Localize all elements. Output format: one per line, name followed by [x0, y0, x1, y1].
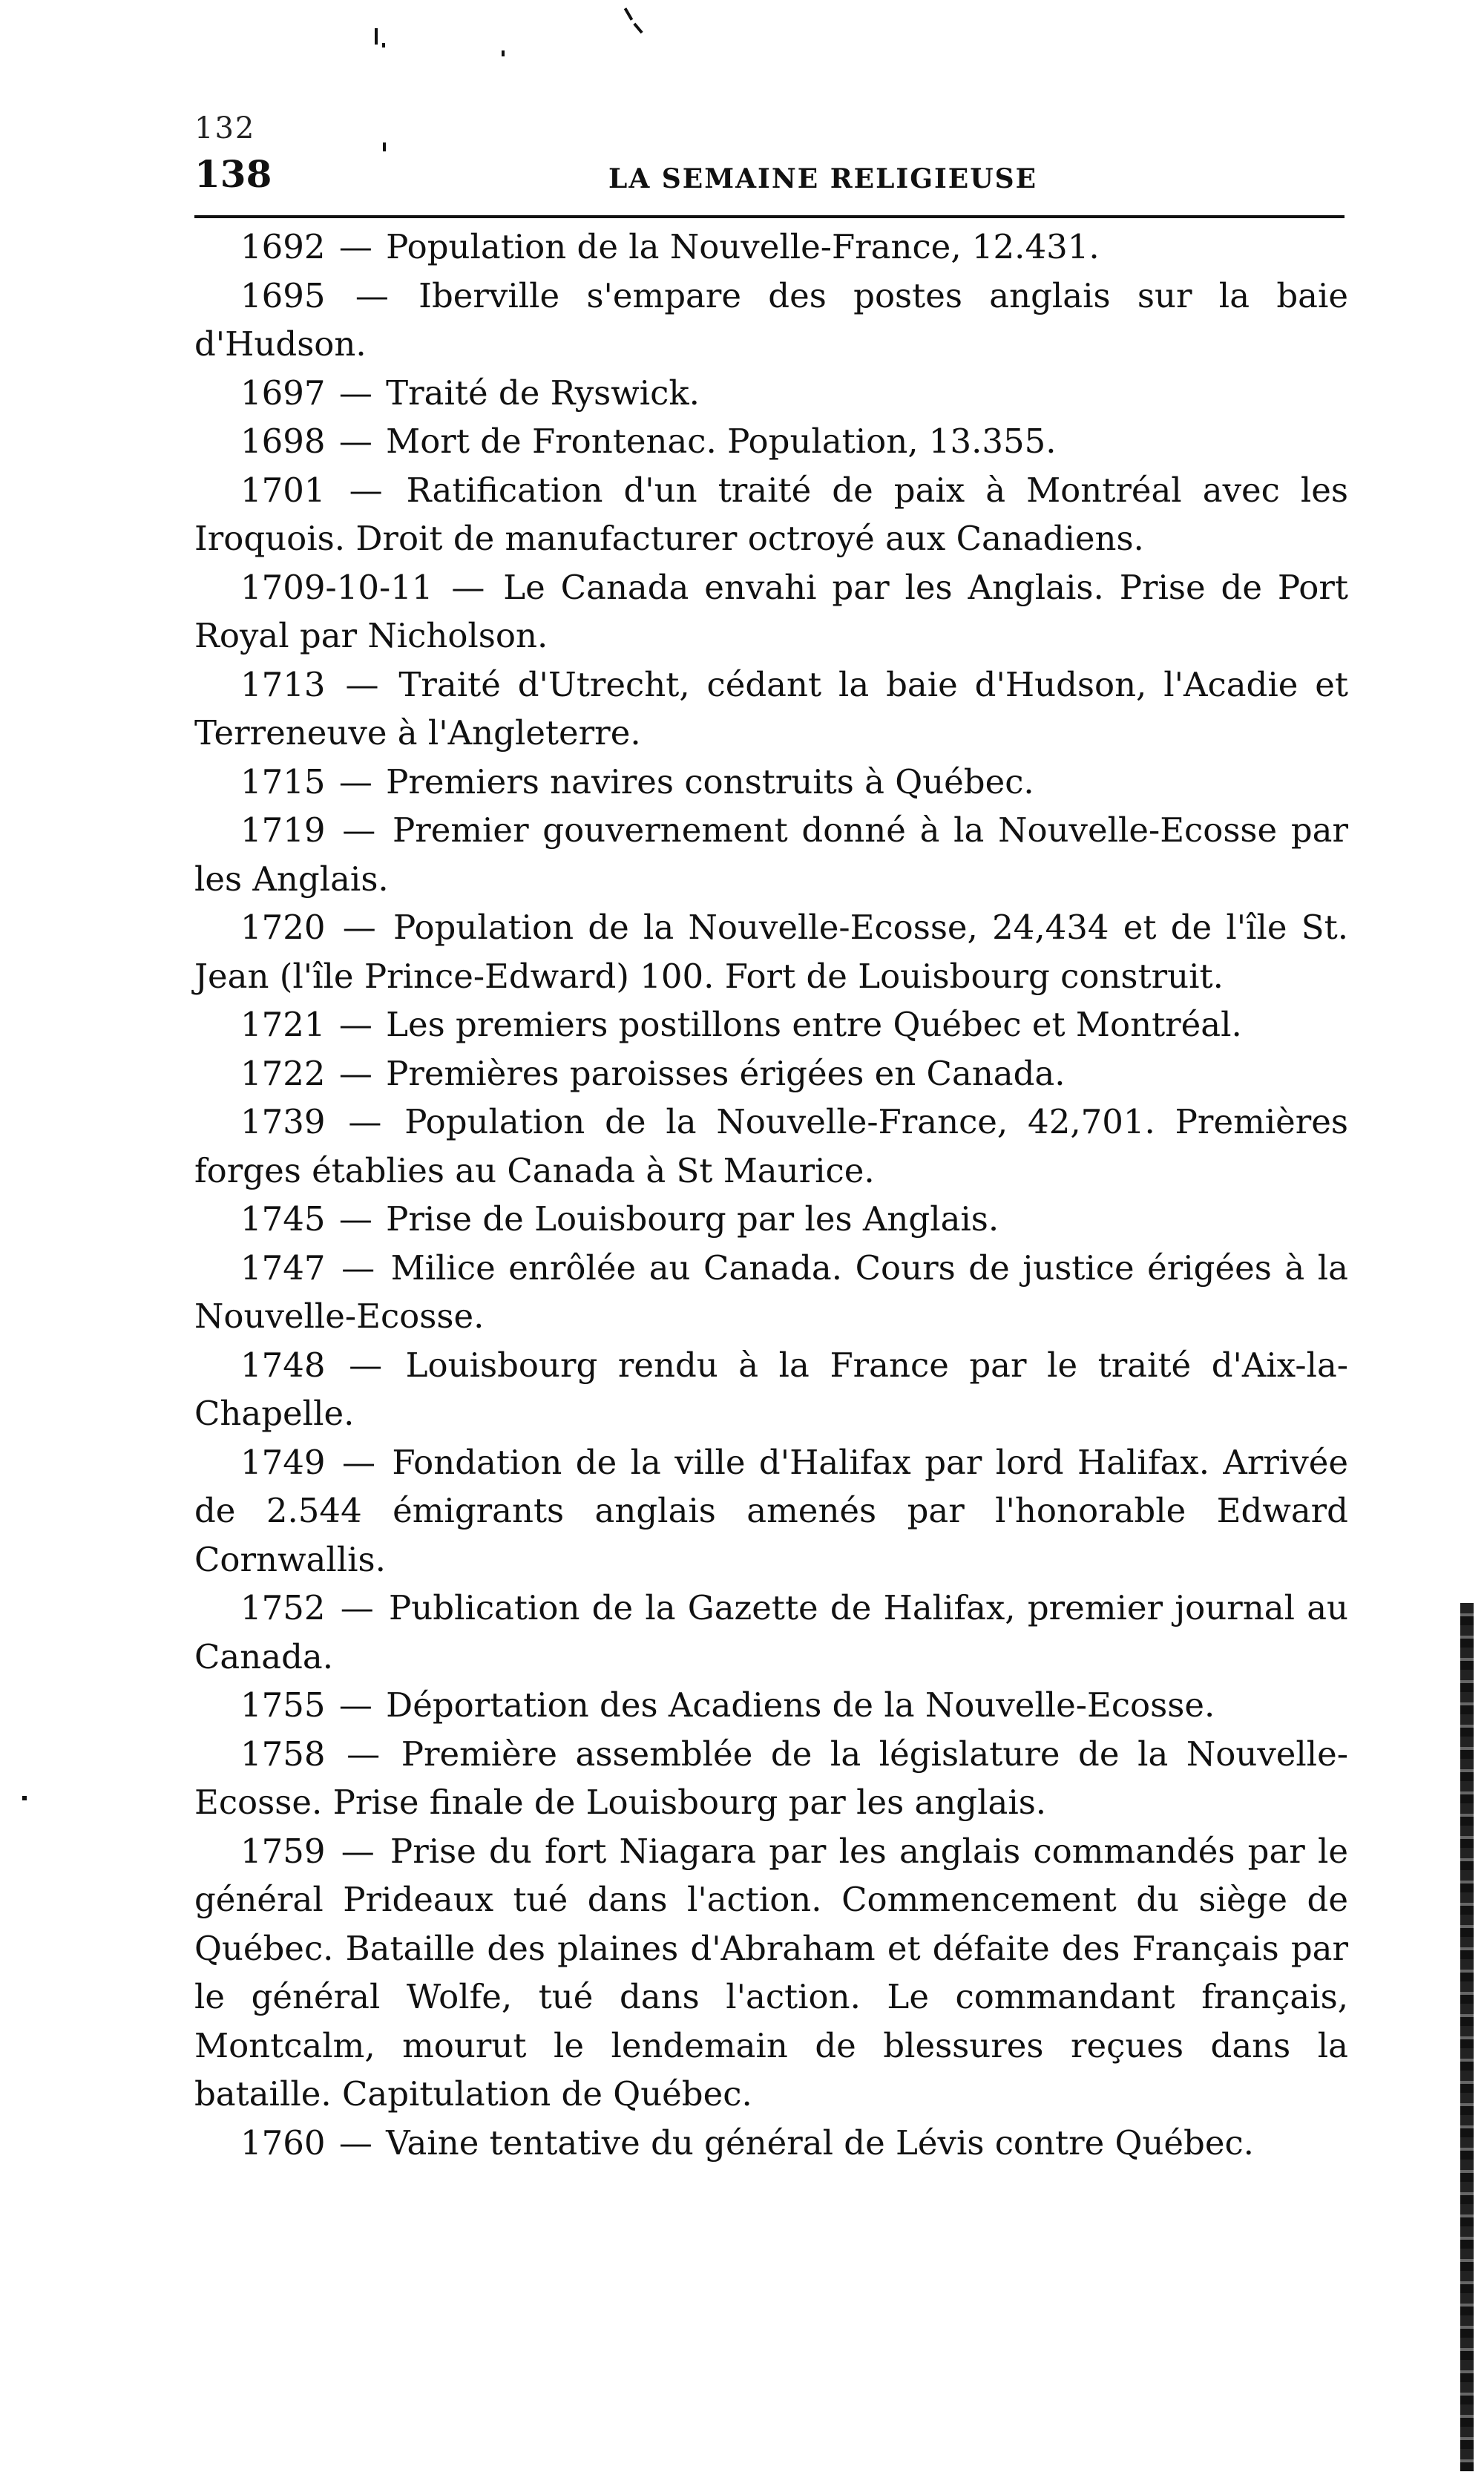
chronology-entry: 1719 — Premier gouvernement donné à la Nouvelle-Ecosse par les Anglais. [194, 810, 1349, 899]
scan-speck [624, 7, 633, 21]
entry-text: Traité de Ryswick. [386, 373, 700, 413]
entry-year: 1722 [240, 1053, 326, 1093]
scan-speck [502, 50, 505, 56]
chronology-entry: 1722 — Premières paroisses érigées en Canada. [240, 1053, 1066, 1093]
entry-year: 1713 [240, 664, 326, 704]
entry-text: Ratification d'un traité de paix à Montréal avec les Iroquois. Droit de manufacturer octroyé aux Canadiens. [194, 470, 1349, 558]
entry-text: Publication de la Gazette de Halifax, premier journal au Canada. [194, 1588, 1349, 1676]
entry-year: 1719 [240, 810, 326, 850]
entry-text: Premières paroisses érigées en Canada. [386, 1053, 1066, 1093]
entry-year: 1745 [240, 1199, 326, 1239]
entry-year: 1752 [240, 1588, 326, 1627]
entry-text: Vaine tentative du général de Lévis contre Québec. [386, 2122, 1254, 2163]
chronology-entry: 1752 — Publication de la Gazette de Halifax, premier journal au Canada. [194, 1588, 1349, 1676]
entry-text: Prise de Louisbourg par les Anglais. [386, 1199, 999, 1239]
chronology-entry: 1709-10-11 — Le Canada envahi par les Anglais. Prise de Port Royal par Nicholson. [194, 567, 1348, 655]
entry-text: Déportation des Acadiens de la Nouvelle-Ecosse. [386, 1685, 1215, 1725]
chronology-entry: 1698 — Mort de Frontenac. Population, 13.355. [240, 422, 1057, 461]
entry-text: Prise du fort Niagara par les anglais commandés par le général Prideaux tué dans l'action. Commencement du siège de Québec. Bataille des plaines d'Abraham et défaite des Français par le général Wolfe, tué dans l'action. Le commandant français, Montcalm, mourut le lendemain de blessures reçues dans la bataille. Capitulation de Québec. [194, 1831, 1349, 2114]
entry-text: Population de la Nouvelle-France, 12.431. [386, 227, 1100, 266]
scan-edge-streak [1460, 1603, 1474, 2471]
entry-text: Les premiers postillons entre Québec et Montréal. [386, 1005, 1242, 1044]
chronology-entry: 1739 — Population de la Nouvelle-France, 42,701. Premières forges établies au Canada à St Maurice. [194, 1102, 1348, 1190]
chronology-entry: 1701 — Ratification d'un traité de paix à Montréal avec les Iroquois. Droit de manufacturer octroyé aux Canadiens. [194, 470, 1349, 558]
entry-year: 1749 [240, 1442, 326, 1482]
entry-year: 1759 [240, 1831, 326, 1871]
entry-text: Population de la Nouvelle-Ecosse, 24,434 et de l'île St. Jean (l'île Prince-Edward) 100. Fort de Louisbourg construit. [194, 908, 1348, 996]
entry-year: 1701 [240, 470, 326, 510]
chronology-entry: 1760 — Vaine tentative du général de Lévis contre Québec. [240, 2122, 1254, 2163]
scan-speck [383, 142, 386, 151]
entry-year: 1755 [240, 1685, 326, 1725]
entry-text: Population de la Nouvelle-France, 42,701. Premières forges établies au Canada à St Maurice. [194, 1102, 1348, 1190]
chronology-entry: 1713 — Traité d'Utrecht, cédant la baie d'Hudson, l'Acadie et Terreneuve à l'Angleterre. [194, 664, 1349, 753]
chronology-entry: 1692 — Population de la Nouvelle-France, 12.431. [240, 227, 1100, 266]
entry-year: 1748 [240, 1345, 326, 1385]
scan-speck [633, 23, 643, 34]
entry-text: Louisbourg rendu à la France par le traité d'Aix-la-Chapelle. [194, 1345, 1349, 1433]
chronology-entry: 1715 — Premiers navires construits à Québec. [240, 761, 1034, 801]
header-rule [194, 215, 1345, 218]
chronology-list [194, 223, 1348, 2167]
entry-year: 1692 [240, 227, 326, 266]
chronology-entry: 1697 — Traité de Ryswick. [240, 373, 700, 413]
chronology-entry: 1758 — Première assemblée de la législature de la Nouvelle-Ecosse. Prise finale de Louisbourg par les anglais. [194, 1734, 1349, 1822]
chronology-entry: 1749 — Fondation de la ville d'Halifax par lord Halifax. Arrivée de 2.544 émigrants anglais amenés par l'honorable Edward Cornwallis. [194, 1442, 1349, 1579]
entry-text: Milice enrôlée au Canada. Cours de justice érigées à la Nouvelle-Ecosse. [194, 1248, 1348, 1336]
entry-year: 1747 [240, 1248, 326, 1288]
entry-year: 1720 [240, 908, 326, 947]
entry-year: 1715 [240, 761, 326, 801]
entry-year: 1709-10-11 [240, 567, 433, 607]
chronology-entry: 1720 — Population de la Nouvelle-Ecosse, 24,434 et de l'île St. Jean (l'île Prince-Edward) 100. Fort de Louisbourg construit. [194, 908, 1348, 996]
entry-text: Premiers navires construits à Québec. [386, 761, 1034, 801]
entry-year: 1760 [240, 2122, 326, 2163]
entry-text: Première assemblée de la législature de la Nouvelle-Ecosse. Prise finale de Louisbourg par les anglais. [194, 1734, 1349, 1822]
entry-text: Traité d'Utrecht, cédant la baie d'Hudson, l'Acadie et Terreneuve à l'Angleterre. [194, 664, 1349, 753]
entry-year: 1697 [240, 373, 326, 413]
scan-speck [382, 43, 385, 47]
chronology-entry: 1759 — Prise du fort Niagara par les anglais commandés par le général Prideaux tué dans l'action. Commencement du siège de Québec. Bataille des plaines d'Abraham et défaite des Français par le général Wolfe, tué dans l'action. Le commandant français, Montcalm, mourut le lendemain de blessures reçues dans la bataille. Capitulation de Québec. [194, 1831, 1349, 2114]
chronology-entry: 1748 — Louisbourg rendu à la France par le traité d'Aix-la-Chapelle. [194, 1345, 1349, 1433]
folio-number-top: 132 [194, 111, 256, 145]
entry-year: 1758 [240, 1734, 326, 1774]
entry-text: Le Canada envahi par les Anglais. Prise de Port Royal par Nicholson. [194, 567, 1348, 655]
entry-text: Fondation de la ville d'Halifax par lord Halifax. Arrivée de 2.544 émigrants anglais amenés par l'honorable Edward Cornwallis. [194, 1442, 1349, 1579]
entry-year: 1698 [240, 422, 326, 461]
entry-text: Mort de Frontenac. Population, 13.355. [386, 422, 1057, 461]
entry-text: Premier gouvernement donné à la Nouvelle-Ecosse par les Anglais. [194, 810, 1349, 899]
page-number: 138 [194, 152, 272, 196]
entry-year: 1721 [240, 1005, 326, 1044]
entry-year: 1739 [240, 1102, 326, 1141]
chronology-entry: 1755 — Déportation des Acadiens de la Nouvelle-Ecosse. [240, 1685, 1215, 1725]
chronology-entry: 1745 — Prise de Louisbourg par les Anglais. [240, 1199, 999, 1239]
chronology-entry: 1695 — Iberville s'empare des postes anglais sur la baie d'Hudson. [194, 275, 1348, 364]
scan-speck [375, 28, 378, 45]
scan-speck [22, 1796, 27, 1800]
chronology-entry: 1747 — Milice enrôlée au Canada. Cours de justice érigées à la Nouvelle-Ecosse. [194, 1248, 1348, 1336]
entry-text: Iberville s'empare des postes anglais sur la baie d'Hudson. [194, 275, 1348, 364]
entry-year: 1695 [240, 275, 326, 315]
chronology-entry: 1721 — Les premiers postillons entre Québec et Montréal. [240, 1005, 1242, 1044]
running-title: LA SEMAINE RELIGIEUSE [608, 163, 1038, 194]
